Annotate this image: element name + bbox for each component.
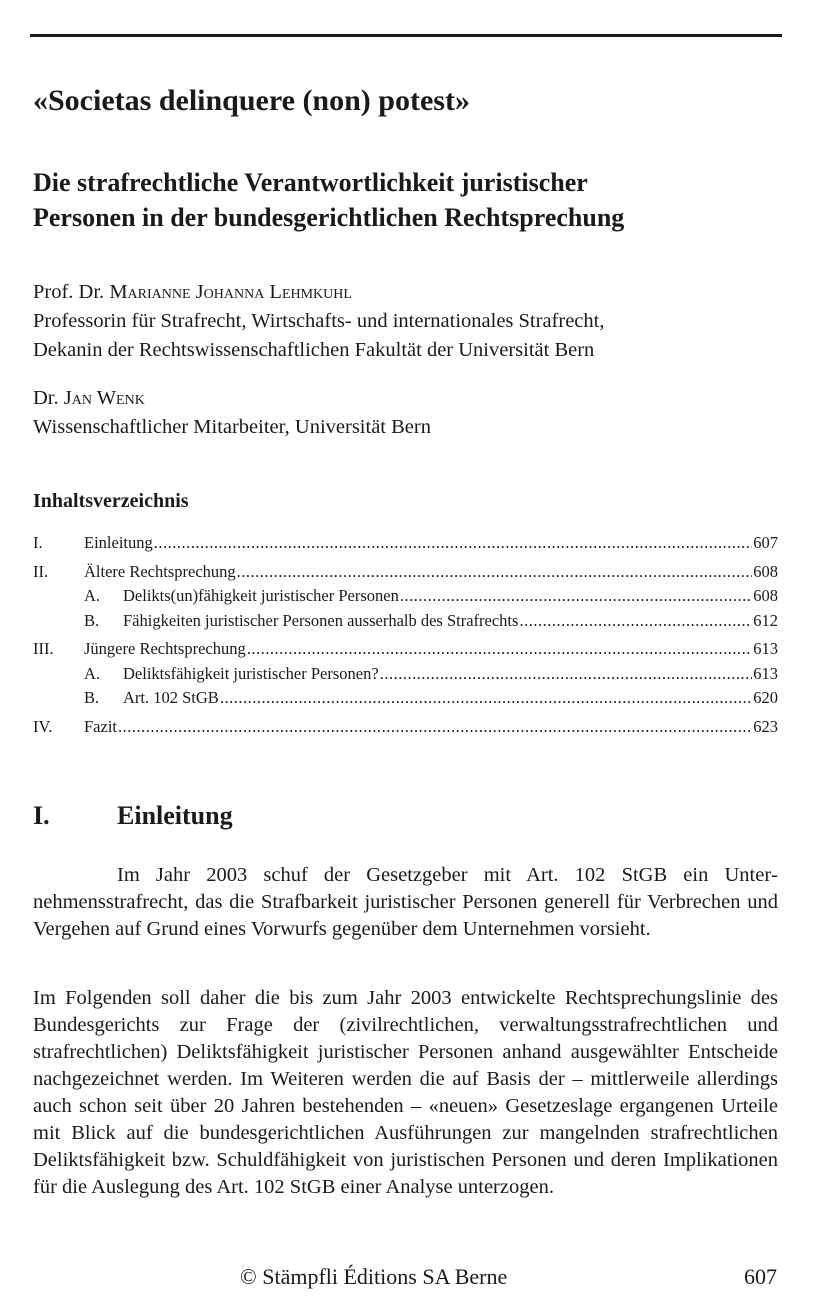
toc-entry-number: B. <box>84 610 100 630</box>
toc-entry-page: 612 <box>753 610 778 630</box>
toc-entry-label: Delikts(un)fähigkeit juristischer Personen <box>123 586 399 605</box>
toc-subentry[interactable] <box>33 611 778 636</box>
toc-entry[interactable] <box>33 533 778 558</box>
toc-entry-number: IV. <box>33 716 53 736</box>
subtitle-line: Personen in der bundesgerichtlichen Rechtsprechung <box>33 203 625 232</box>
page-number: 607 <box>744 1264 777 1289</box>
table-of-contents <box>33 533 778 741</box>
author-name-line <box>33 278 604 307</box>
author-prefix: Dr. <box>33 387 64 409</box>
author-name-line <box>33 384 431 413</box>
toc-subentry[interactable] <box>33 586 778 611</box>
toc-leader-dots <box>237 562 753 582</box>
section-heading <box>33 801 233 831</box>
toc-entry[interactable] <box>33 562 778 587</box>
toc-entry-page: 623 <box>753 716 778 736</box>
subtitle-line: Die strafrechtliche Verantwortlichkeit juristischer <box>33 168 588 197</box>
toc-leader-dots <box>380 664 753 684</box>
toc-leader-dots <box>400 586 752 606</box>
author-affiliation: Dekanin der Rechtswissenschaftlichen Fakultät der Universität Bern <box>33 339 595 361</box>
body-paragraph: Im Folgenden soll daher die bis zum Jahr 2003 entwickelte Rechtsprechungslinie des Bundesgerichts zur Frage der (zivilrechtlichen, verwaltungsstrafrechtlichen und strafrechtlichen) Deliktsfähigkeit juristischer Personen anhand ausgewählter Entscheide nachgezeichnet werden. Im Weiteren werden die auf Basis der – mittlerweile allerdings auch schon seit über 20 Jahren bestehenden – «neuen» Gesetzeslage ergangenen Urteile mit Blick auf die bundesgerichtlichen Ausführungen zur mangelnden strafrechtlichen Deliktsfähigkeit bzw. Schuldfähigkeit von juristischen Personen und deren Implikationen für die Auslegung des Art. 102 StGB einer Analyse unterzogen. <box>33 987 778 1198</box>
section-number: I. <box>33 801 50 830</box>
toc-leader-dots <box>519 611 752 631</box>
toc-entry-page: 608 <box>753 561 778 581</box>
toc-subentry[interactable] <box>33 664 778 689</box>
author-affiliation: Professorin für Strafrecht, Wirtschafts- und internationales Strafrecht, <box>33 310 605 332</box>
toc-entry-label: Fähigkeiten juristischer Personen ausserhalb des Strafrechts <box>123 610 519 630</box>
toc-heading: Inhaltsverzeichnis <box>33 490 189 512</box>
author-block <box>33 384 431 442</box>
section-title: Einleitung <box>117 801 233 830</box>
toc-entry-label: Deliktsfähigkeit juristischer Personen? <box>123 663 379 683</box>
toc-entry-label: Art. 102 StGB <box>123 688 219 707</box>
top-rule <box>30 34 782 37</box>
toc-entry-number: I. <box>33 533 43 552</box>
author-name: Marianne Johanna Lehmkuhl <box>109 281 352 303</box>
toc-entry-page: 607 <box>753 533 778 552</box>
author-affiliation: Wissenschaftlicher Mitarbeiter, Universität Bern <box>33 416 431 438</box>
toc-entry-label: Jüngere Rechtsprechung <box>84 639 246 658</box>
toc-entry-number: II. <box>33 561 49 581</box>
toc-entry-number: A. <box>84 663 101 683</box>
toc-entry-number: III. <box>33 639 54 658</box>
author-name: Jan Wenk <box>63 387 145 409</box>
body-paragraph: Im Jahr 2003 schuf der Gesetzgeber mit Art. 102 StGB ein Unternehmensstrafrecht, das die Strafbarkeit juristischer Personen generell für Verbrechen und Vergehen auf Grund eines Vorwurfs gegenüber dem Unternehmen vorsieht. <box>33 864 778 940</box>
article-title: «Societas delinquere (non) potest» <box>33 84 470 117</box>
toc-leader-dots <box>154 533 753 553</box>
toc-entry-page: 608 <box>753 586 778 605</box>
toc-entry-page: 620 <box>753 688 778 707</box>
toc-subentry[interactable] <box>33 688 778 713</box>
toc-entry-label: Einleitung <box>84 533 153 552</box>
author-block <box>33 278 604 365</box>
toc-leader-dots <box>220 688 752 708</box>
toc-entry[interactable] <box>33 639 778 664</box>
toc-entry[interactable] <box>33 717 778 742</box>
publisher-footer: © Stämpfli Éditions SA Berne <box>240 1264 508 1289</box>
toc-leader-dots <box>247 639 753 659</box>
toc-entry-page: 613 <box>753 639 778 658</box>
toc-entry-page: 613 <box>753 663 778 683</box>
toc-entry-number: B. <box>84 688 100 707</box>
toc-entry-number: A. <box>84 586 101 605</box>
toc-entry-label: Fazit <box>84 716 117 736</box>
toc-entry-label: Ältere Rechtsprechung <box>84 561 236 581</box>
author-prefix: Prof. Dr. <box>33 281 110 303</box>
toc-leader-dots <box>118 717 752 737</box>
article-subtitle <box>33 165 624 235</box>
